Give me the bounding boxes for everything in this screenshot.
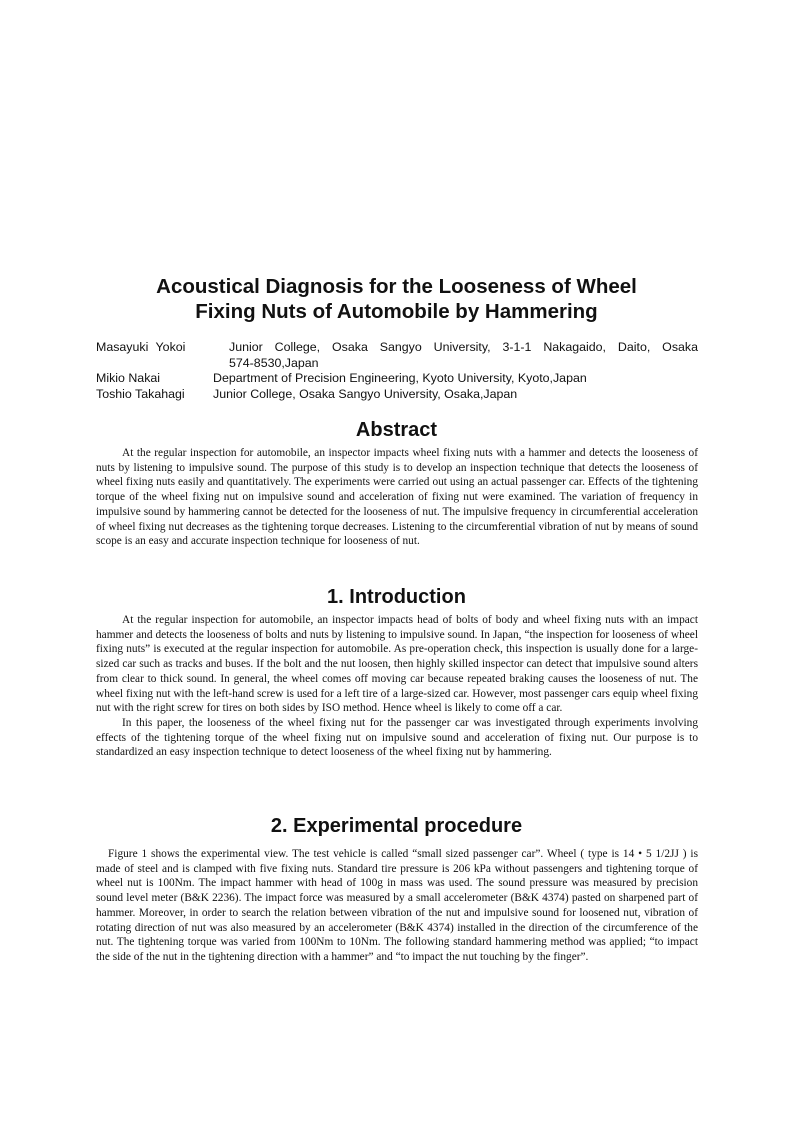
author-affiliation: Department of Precision Engineering, Kyoto University, Kyoto,Japan <box>213 371 587 385</box>
author-name: Toshio Takahagi <box>96 386 185 401</box>
introduction-paragraph-1: At the regular inspection for automobile, an inspector impacts head of bolts of body and wheel fixing nuts with an impact hammer and detects the looseness of bolts and nuts by listening to impulsive sound. In Japan, “the inspection for looseness of wheel fixing nuts” is executed at the regular inspection for automobile. As pre-operation check, this inspection is usually done for a large-sized car such as tracks and buses. If the bolt and the nut loosen, then highly skilled inspector can detect that impulsive sound alters from clear to thick sound. In general, the wheel comes off moving car because repeated braking causes the looseness of nut. The wheel fixing nut with the left-hand screw is used for a left tire of a large-sized car. However, most passenger cars equip wheel fixing nut with the right screw for tires on both sides by ISO method. Hence wheel is likely to come off a car. <box>96 614 698 715</box>
introduction-body <box>96 613 698 760</box>
experimental-body <box>96 847 698 965</box>
introduction-paragraph-2: In this paper, the looseness of the wheel fixing nut for the passenger car was investigated through experiments involving effects of the tightening torque of the wheel fixing nut on impulsive sound and acceleration of fixing nut. Our purpose is to standardized an easy inspection technique to detect looseness of the wheel fixing nut by hammering. <box>96 716 698 759</box>
experimental-heading: 2. Experimental procedure <box>270 815 523 837</box>
abstract-heading: Abstract <box>355 419 438 441</box>
author-block <box>96 340 698 402</box>
paper-title <box>96 274 697 324</box>
author-name: Masayuki Yokoi <box>96 340 186 354</box>
author-row <box>96 387 698 403</box>
experimental-paragraph: Figure 1 shows the experimental view. The test vehicle is called “small sized passenger car”. Wheel ( type is 14 • 5 1/2JJ ) is made of steel and is clamped with five fixing nuts. Standard tire pressure is 206 kPa without passengers and tightening torque of wheel nut is 100Nm. The impact hammer with head of 100g in mass was used. The sound pressure was measured by precision sound level meter (B&K 2236). The impact force was measured by a small accelerometer (B&K 4374) pasted on sharpened part of hammer. Moreover, in order to search the relation between vibration of the nut and impulsive sound for loosened nut, vibration of rotating direction of nut was also measured by an accelerometer (B&K 4374) installed in the direction of the circumference of the nut. The tightening torque was varied from 100Nm to 10Nm. The following standard hammering method was applied; “to impact the side of the nut in the tightening direction with a hammer” and “to impact the nut touching by the finger”. <box>96 848 698 963</box>
author-name: Mikio Nakai <box>96 371 161 385</box>
paper-title-line-2: Fixing Nuts of Automobile by Hammering <box>195 300 598 323</box>
author-row <box>96 340 698 356</box>
abstract-paragraph: At the regular inspection for automobile, an inspector impacts wheel fixing nuts with a hammer and detects the looseness of nuts by listening to impulsive sound. The purpose of this study is to develop an inspection technique that detects the looseness of wheel fixing nuts easily and quantitatively. The experiments were carried out using an actual passenger car. Effects of the tightening torque of the wheel fixing nut on impulsive sound and acceleration of fixing nut were examined. The variation of frequency in impulsive sound by hammering cannot be detected for the looseness of nut. The impulsive frequency in circumferential acceleration of wheel fixing nut decreases as the tightening torque decreases. Listening to the circumferential vibration of nut by means of sound scope is an easy and accurate inspection technique for looseness of nut. <box>96 447 698 548</box>
author-affiliation-continued: 574-8530,Japan <box>229 355 319 370</box>
introduction-heading: 1. Introduction <box>327 586 466 608</box>
author-row <box>96 371 698 387</box>
abstract-body <box>96 446 698 549</box>
author-affiliation: Junior College, Osaka Sangyo University, Osaka,Japan <box>213 386 518 401</box>
author-affiliation: Junior College, Osaka Sangyo University, 3-1-1 Nakagaido, Daito, Osaka <box>229 340 698 354</box>
paper-title-line-1: Acoustical Diagnosis for the Looseness of Wheel <box>156 275 637 298</box>
